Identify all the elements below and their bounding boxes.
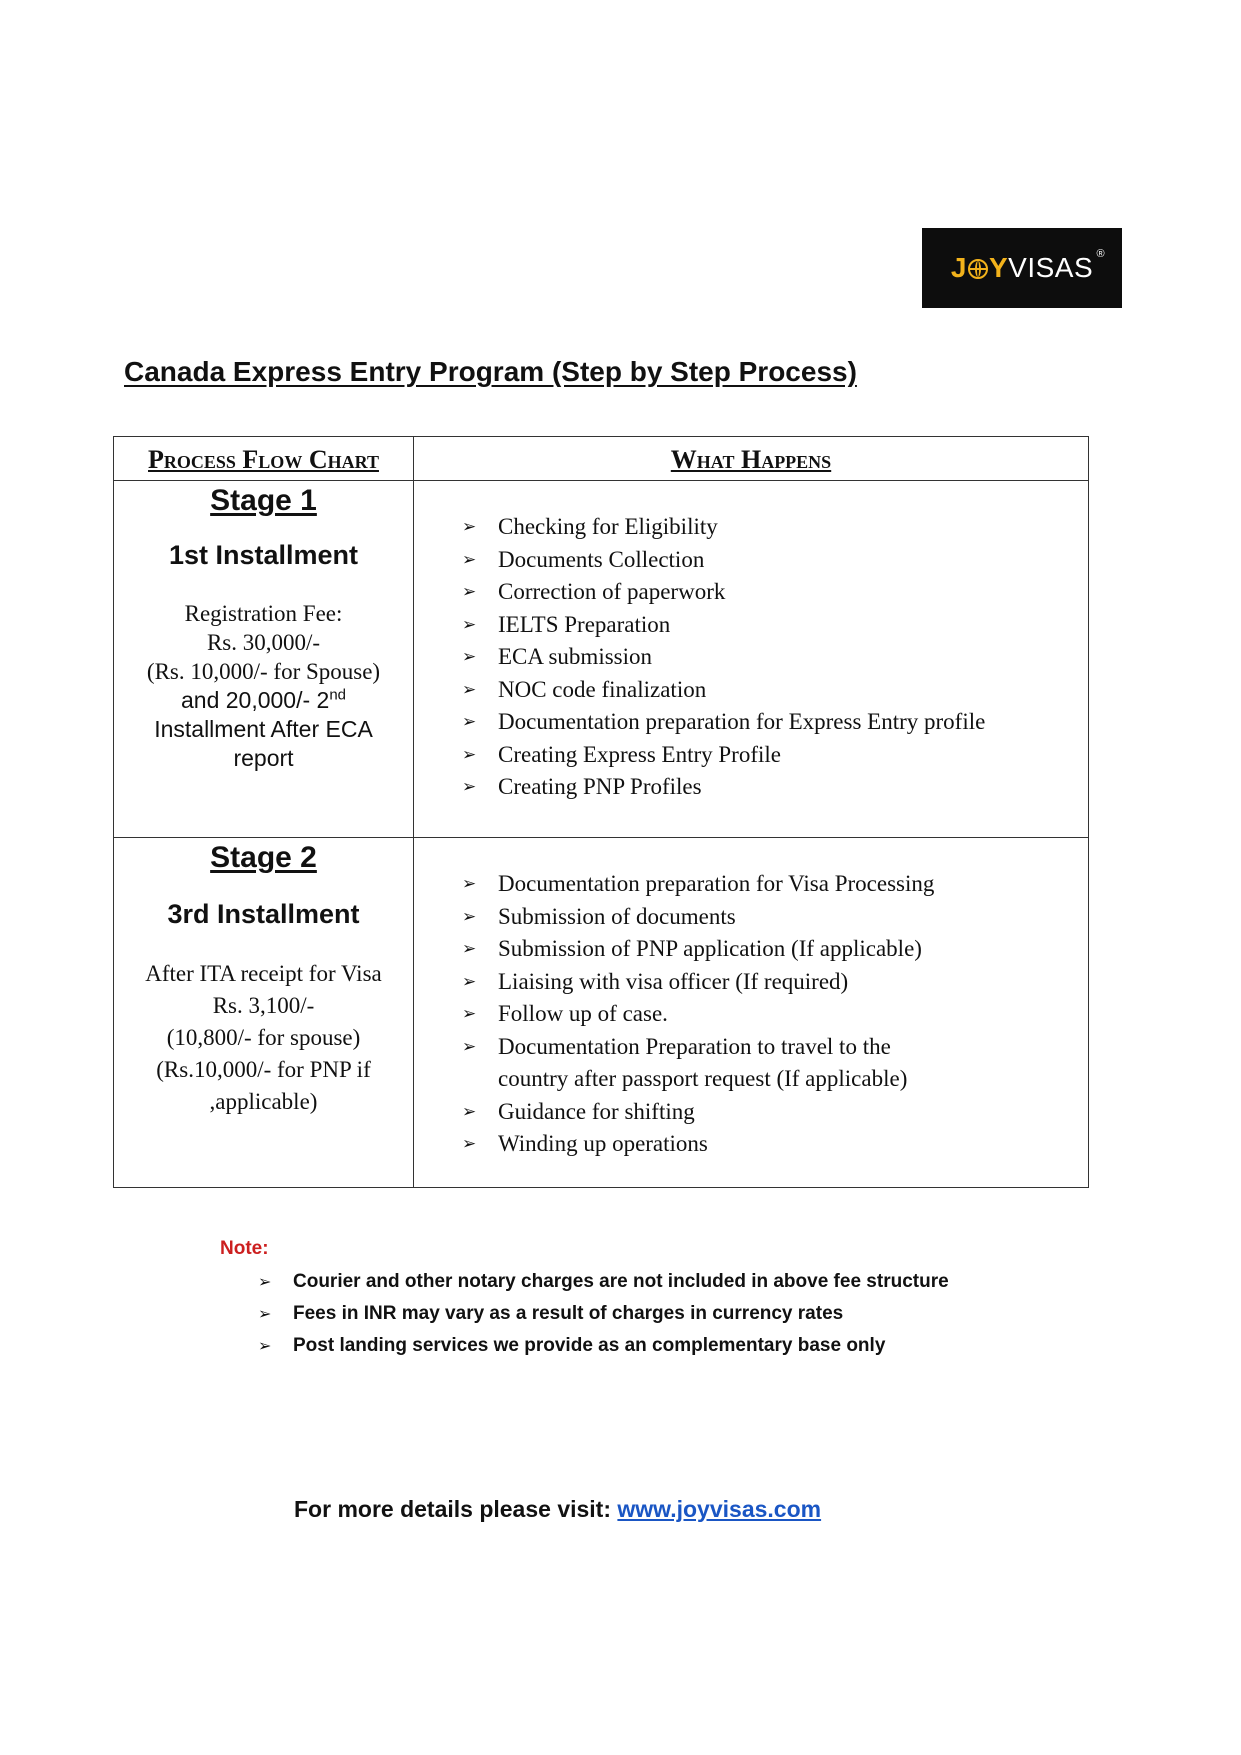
page-title: Canada Express Entry Program (Step by Step Process) bbox=[124, 356, 857, 387]
header-process-flow-chart: Process Flow Chart bbox=[114, 437, 414, 481]
stage-2-row bbox=[114, 838, 1089, 1188]
arrow-bullet-icon: ➢ bbox=[258, 1336, 272, 1355]
website-link[interactable]: www.joyvisas.com bbox=[617, 1496, 822, 1522]
arrow-bullet-icon: ➢ bbox=[462, 549, 477, 570]
list-item: ➢ Correction of paperwork bbox=[462, 576, 1088, 609]
list-item: ➢ Winding up operations bbox=[462, 1128, 1088, 1161]
list-item: ➢ Post landing services we provide as an complementary base only bbox=[258, 1330, 949, 1362]
stage-1-title: Stage 1 bbox=[210, 484, 317, 517]
list-item: ➢ Creating PNP Profiles bbox=[462, 771, 1088, 804]
note-list bbox=[258, 1266, 949, 1362]
arrow-bullet-icon: ➢ bbox=[258, 1304, 272, 1323]
arrow-bullet-icon: ➢ bbox=[462, 906, 477, 927]
arrow-bullet-icon: ➢ bbox=[258, 1272, 272, 1291]
list-item: ➢ Submission of PNP application (If applicable) bbox=[462, 933, 1088, 966]
stage-2-title: Stage 2 bbox=[210, 841, 317, 874]
list-item: ➢ Follow up of case. bbox=[462, 998, 1088, 1031]
arrow-bullet-icon: ➢ bbox=[462, 1101, 477, 1122]
joyvisas-logo bbox=[922, 228, 1122, 308]
header-what-happens: What Happens bbox=[414, 437, 1089, 481]
note-label: Note: bbox=[220, 1238, 269, 1259]
stage-2-steps-cell bbox=[414, 838, 1089, 1188]
stage-2-cell bbox=[114, 838, 414, 1188]
arrow-bullet-icon: ➢ bbox=[462, 874, 477, 894]
table-header-row bbox=[114, 437, 1089, 481]
arrow-bullet-icon: ➢ bbox=[462, 582, 477, 602]
list-item: ➢ Liaising with visa officer (If required) bbox=[462, 966, 1088, 999]
arrow-bullet-icon: ➢ bbox=[462, 777, 477, 797]
arrow-bullet-icon: ➢ bbox=[462, 939, 477, 959]
stage-2-steps bbox=[414, 868, 1088, 1161]
list-item: ➢ Fees in INR may vary as a result of charges in currency rates bbox=[258, 1298, 949, 1330]
arrow-bullet-icon: ➢ bbox=[462, 712, 477, 732]
fee-line: Rs. 3,100/- bbox=[212, 993, 315, 1018]
footer-text: For more details please visit: bbox=[294, 1496, 618, 1522]
arrow-bullet-icon: ➢ bbox=[462, 744, 477, 765]
arrow-bullet-icon: ➢ bbox=[462, 1134, 477, 1154]
fee-line: (Rs. 10,000/- for Spouse) bbox=[146, 659, 381, 684]
list-item: ➢ Courier and other notary charges are not included in above fee structure bbox=[258, 1266, 949, 1298]
list-item: ➢ Documentation preparation for Express Entry profile bbox=[462, 706, 1088, 739]
fee-line: Registration Fee: bbox=[184, 601, 343, 626]
logo-text: J YVISAS ® bbox=[950, 248, 1106, 283]
fee-line: report bbox=[233, 745, 294, 771]
stage-2-installment: 3rd Installment bbox=[167, 899, 360, 929]
arrow-bullet-icon: ➢ bbox=[462, 1004, 477, 1024]
arrow-bullet-icon: ➢ bbox=[462, 971, 477, 992]
fee-line: Rs. 30,000/- bbox=[206, 630, 321, 655]
arrow-bullet-icon: ➢ bbox=[462, 1036, 477, 1057]
list-item: ➢ Documents Collection bbox=[462, 544, 1088, 577]
list-item: ➢ ECA submission bbox=[462, 641, 1088, 674]
list-item: ➢ Documentation Preparation to travel to the bbox=[462, 1031, 1088, 1064]
fee-line: After ITA receipt for Visa bbox=[145, 961, 382, 986]
list-item: ➢ Creating Express Entry Profile bbox=[462, 739, 1088, 772]
list-item: ➢ Checking for Eligibility bbox=[462, 511, 1088, 544]
list-item: ➢ Documentation preparation for Visa Processing bbox=[462, 868, 1088, 901]
stage-1-installment: 1st Installment bbox=[168, 540, 359, 570]
fee-line: (10,800/- for spouse) bbox=[166, 1025, 361, 1050]
globe-icon bbox=[968, 259, 988, 279]
stage-1-row bbox=[114, 481, 1089, 838]
fee-line: (Rs.10,000/- for PNP if bbox=[156, 1057, 371, 1082]
footer bbox=[294, 1496, 821, 1523]
arrow-bullet-icon: ➢ bbox=[462, 517, 477, 537]
arrow-bullet-icon: ➢ bbox=[462, 647, 477, 667]
fee-line: Installment After ECA bbox=[154, 716, 373, 742]
list-item: ➢ Guidance for shifting bbox=[462, 1096, 1088, 1129]
fee-line: and 20,000/- 2nd bbox=[180, 686, 347, 713]
list-item: ➢ IELTS Preparation bbox=[462, 609, 1088, 642]
fee-line: ,applicable) bbox=[209, 1089, 318, 1114]
stage-1-steps bbox=[414, 511, 1088, 804]
list-item: ➢ Submission of documents bbox=[462, 901, 1088, 934]
list-item: ➢ NOC code finalization bbox=[462, 674, 1088, 707]
arrow-bullet-icon: ➢ bbox=[462, 679, 477, 700]
stage-1-steps-cell bbox=[414, 481, 1089, 838]
stage-1-cell bbox=[114, 481, 414, 838]
list-item: country after passport request (If applicable) bbox=[498, 1066, 908, 1091]
arrow-bullet-icon: ➢ bbox=[462, 614, 477, 635]
process-table bbox=[113, 436, 1089, 1188]
